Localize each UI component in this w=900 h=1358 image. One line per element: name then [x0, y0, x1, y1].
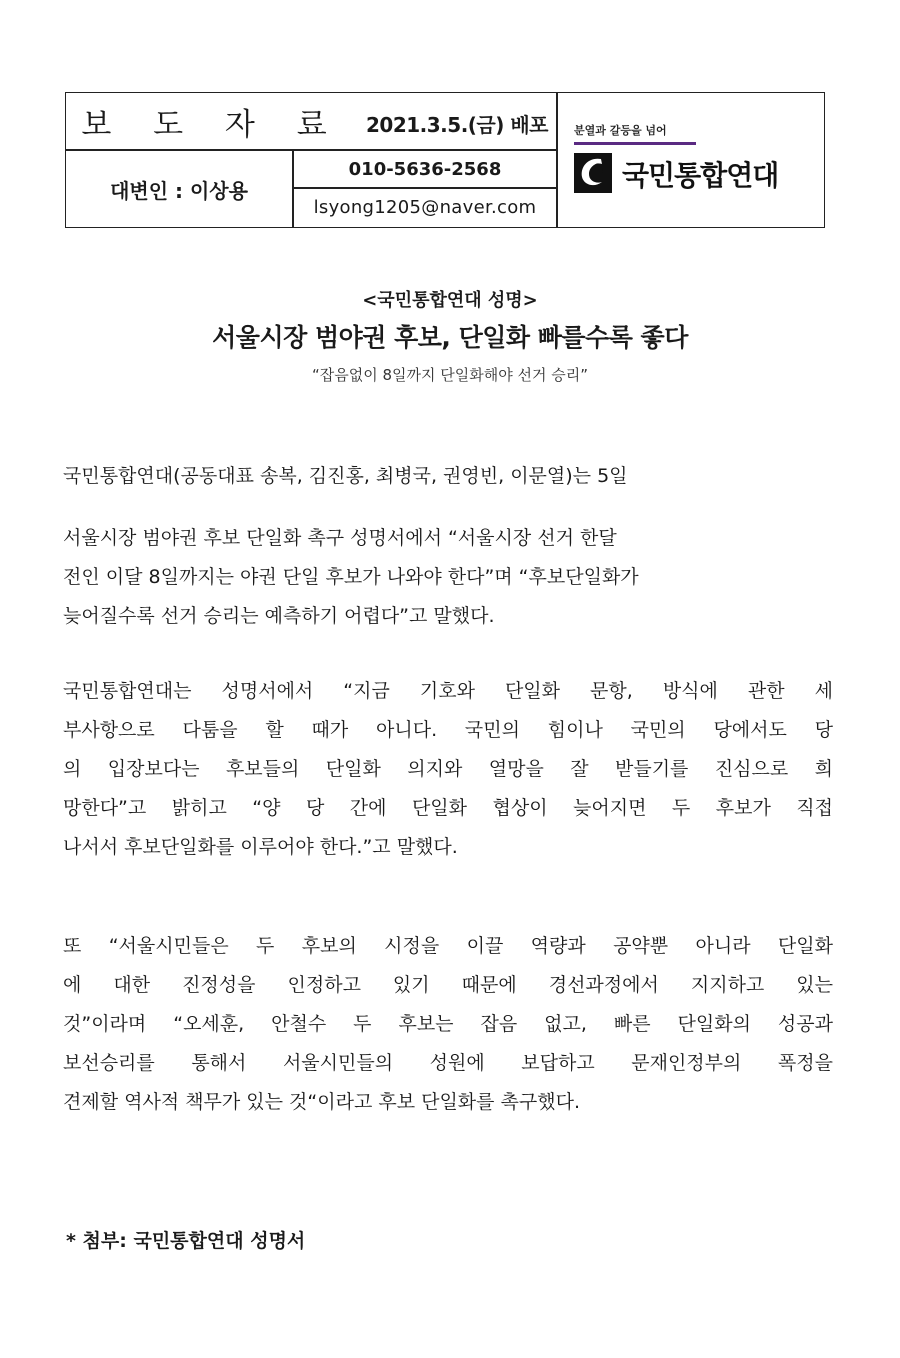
spokesperson: 대변인 : 이상용: [110, 178, 248, 203]
paragraph-line: 견제할 역사적 책무가 있는 것“이라고 후보 단일화를 촉구했다.: [63, 1091, 581, 1113]
press-release-header: [65, 92, 825, 228]
contact-email: lsyong1205@naver.com: [313, 197, 537, 218]
paragraph-line: 부사항으로 다툼을 할 때가 아니다. 국민의 힘이나 국민의 당에서도 당: [63, 719, 833, 741]
press-release-label: 보 도 자 료: [81, 106, 343, 143]
paragraph-line: 나서서 후보단일화를 이루어야 한다.”고 말했다.: [63, 836, 458, 858]
statement-kicker: <국민통합연대 성명>: [362, 290, 538, 311]
logo-underline: [574, 142, 696, 145]
contact-phone: 010-5636-2568: [348, 158, 502, 180]
organization-logo-icon: [574, 153, 612, 193]
paragraph-line: 늦어질수록 선거 승리는 예측하기 어렵다”고 말했다.: [63, 605, 495, 627]
page-title: 서울시장 범야권 후보, 단일화 빠를수록 좋다: [212, 323, 688, 352]
paragraph-line: 서울시장 범야권 후보 단일화 촉구 성명서에서 “서울시장 선거 한달: [63, 527, 617, 549]
page-subtitle: “잡음없이 8일까지 단일화해야 선거 승리”: [312, 366, 588, 384]
paragraph-line: 보선승리를 통해서 서울시민들의 성원에 보답하고 문재인정부의 폭정을: [63, 1052, 833, 1074]
paragraph-line: 것”이라며 “오세훈, 안철수 두 후보는 잡음 없고, 빠른 단일화의 성공과: [63, 1013, 833, 1035]
paragraph-line: 국민통합연대는 성명서에서 “지금 기호와 단일화 문항, 방식에 관한 세: [63, 680, 833, 702]
paragraph-3: [63, 672, 833, 867]
paragraph-1: [63, 457, 833, 496]
release-date: 2021.3.5.(금) 배포: [366, 112, 548, 137]
paragraph-line: 에 대한 진정성을 인정하고 있기 때문에 경선과정에서 지지하고 있는: [63, 974, 833, 996]
attachment-note: * 첨부: 국민통합연대 성명서: [66, 1230, 306, 1252]
organization-name: 국민통합연대: [622, 159, 779, 192]
paragraph-4: [63, 927, 833, 1122]
logo-slogan: 분열과 갈등을 넘어: [574, 124, 667, 137]
paragraph-2: [63, 519, 833, 636]
paragraph-line: 국민통합연대(공동대표 송복, 김진홍, 최병국, 권영빈, 이문열)는 5일: [63, 465, 628, 487]
paragraph-line: 의 입장보다는 후보들의 단일화 의지와 열망을 잘 받들기를 진심으로 희: [63, 758, 833, 780]
paragraph-line: 전인 이달 8일까지는 야권 단일 후보가 나와야 한다”며 “후보단일화가: [63, 566, 639, 588]
paragraph-line: 또 “서울시민들은 두 후보의 시정을 이끌 역량과 공약뿐 아니라 단일화: [63, 935, 833, 957]
paragraph-line: 망한다”고 밝히고 “양 당 간에 단일화 협상이 늦어지면 두 후보가 직접: [63, 797, 833, 819]
